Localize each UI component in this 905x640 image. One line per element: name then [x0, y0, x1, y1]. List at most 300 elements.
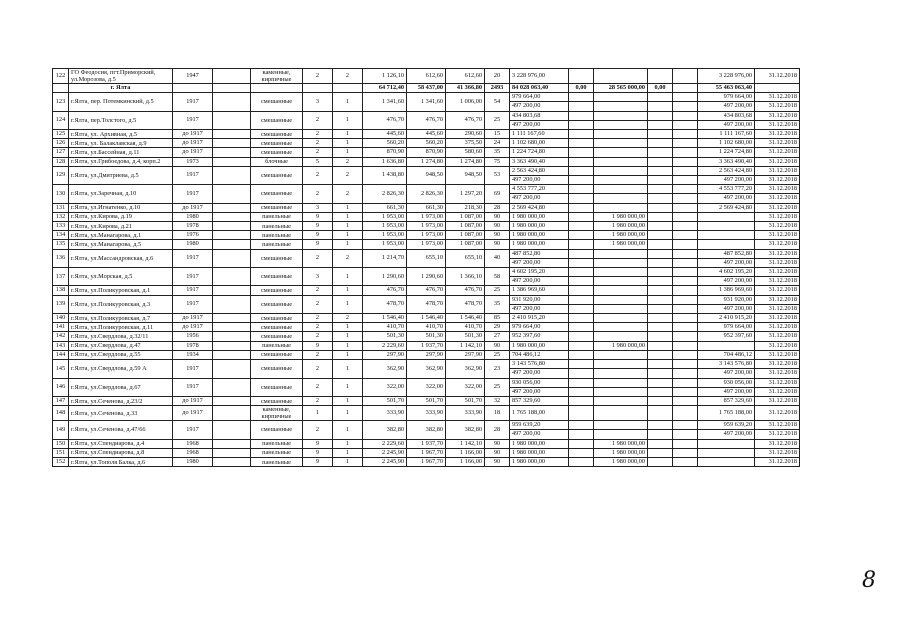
table-cell: [673, 249, 698, 258]
table-cell: 478,70: [407, 295, 446, 313]
table-cell: [213, 314, 251, 323]
table-cell: 1 980 000,00: [510, 439, 569, 448]
table-cell: 1 438,80: [363, 166, 407, 184]
table-cell: 857 329,60: [698, 396, 755, 405]
table-cell: 655,10: [446, 249, 485, 267]
table-cell: г.Ялта, ул. Архивная, д.5: [69, 130, 173, 139]
table-cell: 497 200,00: [510, 258, 569, 267]
table-cell: 1 980 000,00: [594, 448, 648, 457]
table-cell: [594, 304, 648, 313]
table-cell: 560,20: [407, 139, 446, 148]
table-cell: 1 166,00: [446, 448, 485, 457]
table-cell: 31.12.2018: [755, 231, 800, 240]
table-cell: [648, 148, 673, 157]
table-cell: [213, 93, 251, 111]
table-cell: 9: [303, 212, 333, 221]
table-cell: [569, 249, 594, 258]
table-cell: 1: [333, 203, 363, 212]
table-cell: [648, 314, 673, 323]
table-cell: г.Ялта, ул.Свердлова, д.32/11: [69, 332, 173, 341]
table-cell: 25: [485, 350, 510, 359]
table-cell: 2: [333, 166, 363, 184]
table-row: [53, 406, 800, 421]
table-cell: [569, 258, 594, 267]
table-cell: 857 329,60: [510, 396, 569, 405]
table-cell: [673, 396, 698, 405]
table-cell: [698, 240, 755, 249]
table-cell: блочные: [251, 157, 303, 166]
table-cell: 2 245,90: [363, 457, 407, 466]
table-cell: [213, 295, 251, 313]
table-cell: 1 102 680,00: [510, 139, 569, 148]
table-cell: 497 200,00: [698, 102, 755, 111]
table-cell: 2 229,60: [363, 341, 407, 350]
table-cell: г.Ялта, ул.Сеченова, д.33: [69, 406, 173, 421]
table-cell: 1917: [173, 268, 213, 286]
table-cell: 127: [53, 148, 69, 157]
table-cell: [648, 157, 673, 166]
table-cell: 1 980 000,00: [510, 240, 569, 249]
table-cell: 1978: [173, 341, 213, 350]
table-cell: 31.12.2018: [755, 341, 800, 350]
table-cell: 476,70: [363, 286, 407, 295]
table-cell: 2: [303, 360, 333, 378]
table-cell: 1917: [173, 166, 213, 184]
table-row: [53, 231, 800, 240]
table-cell: [673, 258, 698, 267]
table-cell: 90: [485, 212, 510, 221]
table-cell: [673, 332, 698, 341]
table-cell: 3 363 490,40: [698, 157, 755, 166]
table-cell: 69: [485, 185, 510, 203]
table-cell: 150: [53, 439, 69, 448]
table-cell: 333,90: [446, 406, 485, 421]
table-cell: [698, 448, 755, 457]
table-cell: 135: [53, 240, 69, 249]
table-cell: [648, 231, 673, 240]
table-cell: 140: [53, 314, 69, 323]
table-cell: [569, 268, 594, 277]
table-cell: 31.12.2018: [755, 166, 800, 175]
table-cell: смешанные: [251, 148, 303, 157]
table-row: [53, 203, 800, 212]
table-cell: 3 143 576,80: [510, 360, 569, 369]
table-cell: [594, 130, 648, 139]
table-cell: 31.12.2018: [755, 277, 800, 286]
table-cell: [53, 84, 69, 93]
table-cell: [569, 203, 594, 212]
table-cell: [673, 314, 698, 323]
table-cell: [673, 222, 698, 231]
table-cell: [673, 194, 698, 203]
table-cell: до 1917: [173, 396, 213, 405]
table-cell: 445,60: [363, 130, 407, 139]
table-cell: [673, 439, 698, 448]
table-cell: [333, 84, 363, 93]
table-cell: 497 200,00: [510, 102, 569, 111]
table-cell: [648, 369, 673, 378]
table-cell: 1: [303, 406, 333, 421]
table-cell: 31.12.2018: [755, 148, 800, 157]
table-cell: 3: [303, 93, 333, 111]
table-cell: [594, 166, 648, 175]
table-cell: 1 290,60: [407, 268, 446, 286]
table-cell: 218,30: [446, 203, 485, 212]
table-cell: 704 486,12: [510, 350, 569, 359]
table-cell: 1 937,70: [407, 341, 446, 350]
table-cell: [213, 231, 251, 240]
table-cell: 132: [53, 212, 69, 221]
table-cell: [213, 350, 251, 359]
table-cell: 139: [53, 295, 69, 313]
table-cell: 1 980 000,00: [594, 240, 648, 249]
table-cell: 1980: [173, 240, 213, 249]
table-cell: 32: [485, 396, 510, 405]
table-cell: [673, 378, 698, 387]
table-cell: 2 826,30: [407, 185, 446, 203]
table-cell: [569, 314, 594, 323]
table-cell: 487 852,80: [510, 249, 569, 258]
table-cell: 1: [333, 240, 363, 249]
table-cell: 501,30: [407, 332, 446, 341]
table-cell: [673, 341, 698, 350]
table-cell: [698, 231, 755, 240]
table-cell: 2: [303, 378, 333, 396]
table-cell: 5: [303, 157, 333, 166]
table-cell: г.Ялта, ул.Массандровская, д.6: [69, 249, 173, 267]
table-cell: 9: [303, 341, 333, 350]
table-row: [53, 448, 800, 457]
table-cell: [648, 185, 673, 194]
table-cell: 1 274,80: [407, 157, 446, 166]
table-cell: 1: [333, 396, 363, 405]
table-cell: 31.12.2018: [755, 387, 800, 396]
table-row: [53, 341, 800, 350]
table-cell: 1 953,00: [363, 222, 407, 231]
table-cell: 75: [485, 157, 510, 166]
table-cell: [673, 369, 698, 378]
table-cell: 931 920,00: [510, 295, 569, 304]
table-cell: 125: [53, 130, 69, 139]
table-cell: 2: [303, 130, 333, 139]
table-row: [53, 286, 800, 295]
table-cell: 31.12.2018: [755, 157, 800, 166]
table-row: [53, 185, 800, 194]
table-cell: 1917: [173, 421, 213, 439]
table-cell: 2: [303, 111, 333, 129]
table-cell: панельные: [251, 212, 303, 221]
table-cell: [569, 277, 594, 286]
table-cell: 930 056,00: [698, 378, 755, 387]
table-cell: 497 200,00: [698, 277, 755, 286]
table-cell: 2 569 424,80: [510, 203, 569, 212]
table-cell: [648, 295, 673, 304]
table-cell: 123: [53, 93, 69, 111]
table-cell: г.Ялта, ул.Кирова, д.19: [69, 212, 173, 221]
table-cell: [648, 439, 673, 448]
table-cell: смешанные: [251, 286, 303, 295]
table-cell: смешанные: [251, 378, 303, 396]
table-cell: 31.12.2018: [755, 378, 800, 387]
table-cell: г.Ялта, ул.Грибоедова, д.4, корп.2: [69, 157, 173, 166]
table-cell: 28: [485, 421, 510, 439]
table-row: [53, 240, 800, 249]
table-cell: 9: [303, 231, 333, 240]
table-cell: [648, 396, 673, 405]
table-cell: г.Ялта, ул.Свердлова, д.55: [69, 350, 173, 359]
table-cell: [213, 240, 251, 249]
table-cell: 90: [485, 457, 510, 466]
table-cell: 90: [485, 448, 510, 457]
table-cell: смешанные: [251, 203, 303, 212]
table-cell: [673, 430, 698, 439]
table-cell: 27: [485, 332, 510, 341]
table-cell: 382,80: [363, 421, 407, 439]
table-cell: 952 397,60: [698, 332, 755, 341]
table-cell: 445,60: [407, 130, 446, 139]
table-cell: [648, 130, 673, 139]
table-cell: панельные: [251, 457, 303, 466]
table-cell: [594, 286, 648, 295]
table-cell: [569, 231, 594, 240]
table-cell: до 1917: [173, 139, 213, 148]
table-cell: 64 712,40: [363, 84, 407, 93]
table-cell: [673, 166, 698, 175]
table-cell: [594, 194, 648, 203]
table-cell: [594, 421, 648, 430]
table-cell: [594, 120, 648, 129]
table-cell: панельные: [251, 231, 303, 240]
table-cell: [673, 130, 698, 139]
table-cell: смешанные: [251, 421, 303, 439]
table-cell: 28: [485, 203, 510, 212]
table-cell: 870,90: [407, 148, 446, 157]
table-cell: 497 200,00: [698, 258, 755, 267]
table-cell: 134: [53, 231, 69, 240]
table-cell: 497 200,00: [698, 120, 755, 129]
table-cell: 9: [303, 240, 333, 249]
table-cell: [648, 341, 673, 350]
table-cell: 31.12.2018: [755, 139, 800, 148]
table-cell: 1 967,70: [407, 457, 446, 466]
table-cell: [594, 378, 648, 387]
table-cell: 1: [333, 439, 363, 448]
table-cell: 476,70: [446, 286, 485, 295]
table-cell: 476,70: [407, 111, 446, 129]
table-cell: 322,00: [407, 378, 446, 396]
table-cell: [594, 258, 648, 267]
table-cell: смешанные: [251, 139, 303, 148]
table-cell: г.Ялта, ул.Поликуровская, д.1: [69, 286, 173, 295]
table-cell: 497 200,00: [698, 387, 755, 396]
table-cell: 1 224 724,80: [510, 148, 569, 157]
table-cell: 497 200,00: [510, 369, 569, 378]
table-cell: [213, 396, 251, 405]
table-cell: 126: [53, 139, 69, 148]
table-row: [53, 332, 800, 341]
table-cell: 31.12.2018: [755, 304, 800, 313]
table-cell: 1956: [173, 332, 213, 341]
table-cell: 1 111 167,60: [698, 130, 755, 139]
table-cell: 382,80: [407, 421, 446, 439]
table-cell: 31.12.2018: [755, 421, 800, 430]
table-cell: [213, 203, 251, 212]
table-cell: г.Ялта, ул.Кирова, д.21: [69, 222, 173, 231]
table-cell: смешанные: [251, 396, 303, 405]
table-cell: 1 967,70: [407, 448, 446, 457]
table-cell: [213, 166, 251, 184]
table-cell: 1: [333, 350, 363, 359]
table-cell: 2: [303, 69, 333, 84]
table-cell: 2 569 424,80: [698, 203, 755, 212]
table-row: [53, 268, 800, 277]
table-cell: 31.12.2018: [755, 102, 800, 111]
table-cell: смешанные: [251, 314, 303, 323]
table-cell: [648, 332, 673, 341]
table-cell: 1 980 000,00: [510, 231, 569, 240]
table-cell: 959 639,20: [510, 421, 569, 430]
table-cell: 2: [303, 323, 333, 332]
table-cell: 1 166,00: [446, 457, 485, 466]
table-cell: [213, 185, 251, 203]
table-cell: [673, 111, 698, 120]
table-cell: 2: [333, 314, 363, 323]
table-cell: 2: [303, 166, 333, 184]
housing-table: [52, 68, 800, 467]
table-cell: 1934: [173, 350, 213, 359]
table-cell: 1 126,10: [363, 69, 407, 84]
table-cell: 1976: [173, 231, 213, 240]
table-cell: [594, 323, 648, 332]
table-cell: [213, 323, 251, 332]
table-row: [53, 148, 800, 157]
table-cell: [569, 120, 594, 129]
table-cell: [213, 111, 251, 129]
table-cell: [594, 350, 648, 359]
table-cell: 151: [53, 448, 69, 457]
table-cell: 322,00: [363, 378, 407, 396]
table-cell: 979 664,00: [510, 323, 569, 332]
table-cell: 870,90: [363, 148, 407, 157]
table-cell: 90: [485, 439, 510, 448]
table-row: [53, 439, 800, 448]
table-cell: [648, 111, 673, 120]
table-cell: [569, 378, 594, 387]
table-cell: [648, 176, 673, 185]
table-cell: [569, 222, 594, 231]
table-body: [53, 69, 800, 467]
table-cell: 143: [53, 341, 69, 350]
table-cell: [648, 93, 673, 102]
table-cell: 31.12.2018: [755, 130, 800, 139]
table-cell: [569, 350, 594, 359]
table-cell: [648, 139, 673, 148]
table-row: [53, 314, 800, 323]
table-cell: 2: [303, 148, 333, 157]
table-cell: 31.12.2018: [755, 240, 800, 249]
table-row: [53, 222, 800, 231]
table-cell: 476,70: [363, 111, 407, 129]
table-cell: 478,70: [363, 295, 407, 313]
table-cell: 1 980 000,00: [510, 457, 569, 466]
table-cell: 1: [333, 406, 363, 421]
table-cell: смешанные: [251, 249, 303, 267]
table-cell: [569, 240, 594, 249]
table-cell: [213, 139, 251, 148]
table-cell: 1 765 188,00: [698, 406, 755, 421]
table-cell: 1 341,60: [407, 93, 446, 111]
table-cell: 1 111 167,60: [510, 130, 569, 139]
table-cell: [594, 360, 648, 369]
table-cell: 1 142,10: [446, 439, 485, 448]
table-cell: каменные, кирпичные: [251, 406, 303, 421]
table-cell: 948,50: [446, 166, 485, 184]
table-cell: 1: [333, 231, 363, 240]
table-cell: 1 087,00: [446, 240, 485, 249]
table-cell: 1978: [173, 222, 213, 231]
table-cell: 382,80: [446, 421, 485, 439]
table-cell: 90: [485, 222, 510, 231]
table-cell: ГО Феодосия, пгт.Приморский, ул.Морозова, д.5: [69, 69, 173, 84]
table-cell: [213, 439, 251, 448]
table-cell: 501,70: [407, 396, 446, 405]
table-cell: [648, 323, 673, 332]
table-cell: 1 224 724,80: [698, 148, 755, 157]
table-cell: [648, 350, 673, 359]
table-cell: 31.12.2018: [755, 396, 800, 405]
table-cell: [569, 139, 594, 148]
table-cell: 2493: [485, 84, 510, 93]
table-row: [53, 157, 800, 166]
table-cell: 2: [303, 139, 333, 148]
table-cell: г.Ялта, ул.Дмитриева, д.5: [69, 166, 173, 184]
table-cell: [213, 249, 251, 267]
table-cell: 31.12.2018: [755, 350, 800, 359]
table-cell: 31.12.2018: [755, 222, 800, 231]
table-cell: [648, 258, 673, 267]
table-cell: 333,90: [407, 406, 446, 421]
table-cell: 40: [485, 249, 510, 267]
table-cell: [569, 406, 594, 421]
table-cell: [673, 185, 698, 194]
table-cell: 1917: [173, 295, 213, 313]
table-cell: [569, 111, 594, 120]
table-cell: 31.12.2018: [755, 448, 800, 457]
table-cell: 28 565 000,00: [594, 84, 648, 93]
table-cell: 31.12.2018: [755, 332, 800, 341]
table-cell: [213, 360, 251, 378]
table-cell: 142: [53, 332, 69, 341]
table-cell: смешанные: [251, 350, 303, 359]
table-cell: [648, 360, 673, 369]
table-cell: [673, 277, 698, 286]
table-cell: 3 228 976,00: [698, 69, 755, 84]
table-cell: г.Ялта, ул.Поликуровская, д.11: [69, 323, 173, 332]
table-cell: 1917: [173, 111, 213, 129]
table-cell: 1 341,60: [363, 93, 407, 111]
table-cell: [213, 406, 251, 421]
table-cell: 35: [485, 148, 510, 157]
table-cell: [648, 194, 673, 203]
table-cell: 1 980 000,00: [510, 341, 569, 350]
table-cell: 1 980 000,00: [594, 231, 648, 240]
table-cell: [673, 387, 698, 396]
table-cell: 497 200,00: [698, 176, 755, 185]
table-cell: каменные, кирпичные: [251, 69, 303, 84]
table-cell: 497 200,00: [510, 304, 569, 313]
table-cell: 55 463 063,40: [698, 84, 755, 93]
table-cell: 1 214,70: [363, 249, 407, 267]
